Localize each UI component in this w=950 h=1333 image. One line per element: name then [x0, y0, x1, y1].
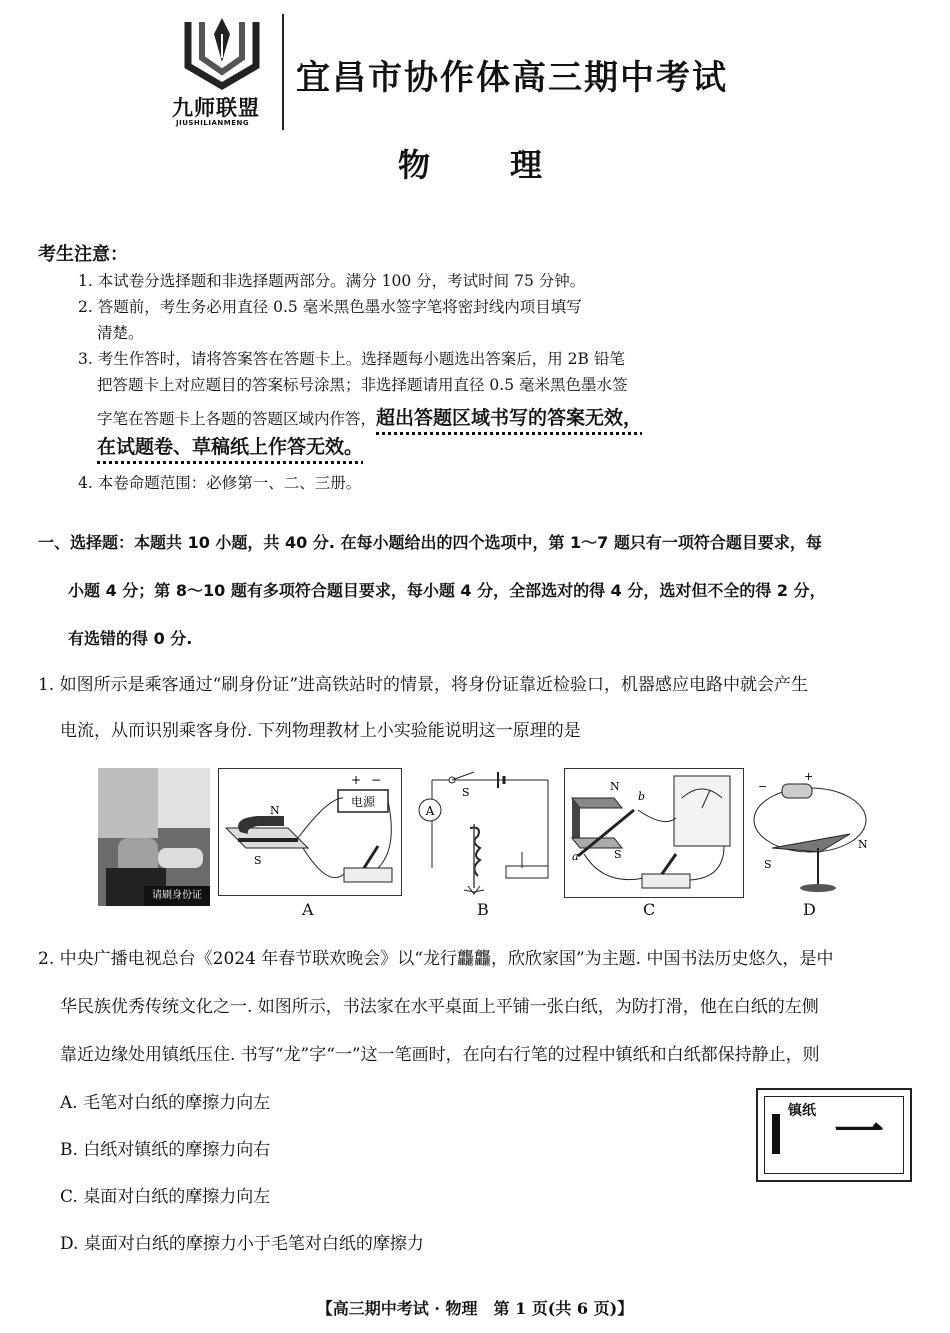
- figure-label-d: D: [803, 900, 816, 919]
- figure-d-diagram: [750, 768, 872, 898]
- question-2-line-2: 华民族优秀传统文化之一. 如图所示，书法家在水平桌面上平铺一张白纸，为防打滑，他在白纸的左侧: [60, 997, 819, 1017]
- notice-item-2: 2. 答题前，考生务必用直径 0.5 毫米黑色墨水签字笔将密封线内项目填写: [78, 298, 582, 316]
- section-instructions-1: 一、选择题：本题共 10 小题，共 40 分. 在每小题给出的四个选项中，第 1～7 题只有一项符合题目要求，每: [38, 533, 822, 552]
- figure-c-s-label: S: [614, 848, 622, 861]
- notice-item-3: 3. 考生作答时，请将答案答在答题卡上。选择题每小题选出答案后，用 2B 铅笔: [78, 350, 625, 368]
- subject-title: [398, 140, 622, 186]
- figure-label-c: C: [643, 900, 656, 919]
- notice-item-3-text: 字笔在答题卡上各题的答题区域内作答，: [97, 410, 377, 428]
- option-b: B. 白纸对镇纸的摩擦力向右: [60, 1140, 271, 1160]
- figure-label-b: B: [477, 900, 489, 919]
- figure-d-s-label: S: [764, 858, 772, 871]
- page-footer: 【高三期中考试 · 物理 第 1 页(共 6 页)】: [316, 1299, 634, 1318]
- figure-a-s-label: S: [254, 854, 262, 867]
- notice-item-3-cont2: [97, 405, 642, 432]
- figure-c-a-label: a: [572, 850, 579, 863]
- brush-stroke-char: 一: [834, 1103, 884, 1161]
- ticket-gate-photo: [98, 768, 210, 906]
- question-2-line-3: 靠近边缘处用镇纸压住. 书写“龙”字“一”这一笔画时，在向右行笔的过程中镇纸和白纸都保持静止，则: [60, 1045, 820, 1065]
- question-2-line-1: 2. 中央广播电视总台《2024 年春节联欢晚会》以“龙行龘龘，欣欣家国”为主题. 中国书法历史悠久，是中: [38, 949, 834, 969]
- logo-name: 九师联盟: [172, 96, 260, 120]
- paperweight: [772, 1114, 780, 1154]
- subject-char-2: 理: [510, 146, 543, 184]
- figure-b-diagram: [412, 768, 552, 898]
- option-d: D. 桌面对白纸的摩擦力小于毛笔对白纸的摩擦力: [60, 1234, 424, 1254]
- figure-b-ammeter-label: A: [425, 804, 435, 818]
- section-instructions-2: 小题 4 分；第 8～10 题有多项符合题目要求，每小题 4 分，全部选对的得 4 分，选对但不全的得 2 分，: [68, 581, 826, 600]
- figure-a-power-label: 电源: [350, 795, 376, 809]
- figure-c-diagram: [564, 768, 744, 898]
- option-a: A. 毛笔对白纸的摩擦力向左: [60, 1093, 271, 1113]
- question-1-line-2: 电流，从而识别乘客身份. 下列物理教材上小实验能说明这一原理的是: [60, 721, 581, 741]
- exam-title: 宜昌市协作体高三期中考试: [296, 58, 728, 98]
- figure-b-s-label: S: [462, 786, 470, 799]
- paperweight-label: 镇纸: [788, 1103, 816, 1119]
- question-1-line-1: 1. 如图所示是乘客通过“刷身份证”进高铁站时的情景，将身份证靠近检验口，机器感应电路中就会产生: [38, 675, 809, 695]
- figure-a-minus: −: [371, 773, 382, 787]
- notice-emphasis-2: 在试题卷、草稿纸上作答无效。: [97, 436, 364, 458]
- option-c: C. 桌面对白纸的摩擦力向左: [60, 1187, 271, 1207]
- section-instructions-3: 有选错的得 0 分.: [68, 629, 193, 648]
- figure-d-minus: −: [758, 780, 768, 793]
- notice-emphasis-1: 超出答题区域书写的答案无效，: [376, 407, 643, 429]
- figure-a-plus: +: [351, 773, 362, 787]
- notice-item-2-cont: 清楚。: [97, 324, 144, 342]
- calligraphy-figure: [756, 1088, 912, 1182]
- figure-c-n-label: N: [610, 780, 620, 793]
- logo-subtitle: JIUSHILIANMENG: [176, 119, 250, 127]
- figure-d-n-label: N: [858, 838, 868, 851]
- figure-label-a: A: [302, 900, 314, 919]
- photo-sign-text: 请刷身份证: [144, 886, 210, 906]
- notice-heading: 考生注意：: [38, 244, 128, 265]
- figure-a-n-label: N: [270, 804, 280, 817]
- figure-a-diagram: [218, 768, 402, 896]
- notice-item-3-cont1: 把答题卡上对应题目的答案标号涂黑；非选择题请用直径 0.5 毫米黑色墨水签: [97, 376, 628, 394]
- subject-char-1: 物: [398, 146, 431, 184]
- notice-item-4: 4. 本卷命题范围：必修第一、二、三册。: [78, 474, 362, 492]
- figure-d-plus: +: [804, 770, 814, 783]
- logo-emblem-icon: [170, 14, 280, 94]
- figure-c-b-label: b: [638, 790, 646, 803]
- notice-item-1: 1. 本试卷分选择题和非选择题两部分。满分 100 分，考试时间 75 分钟。: [78, 272, 586, 290]
